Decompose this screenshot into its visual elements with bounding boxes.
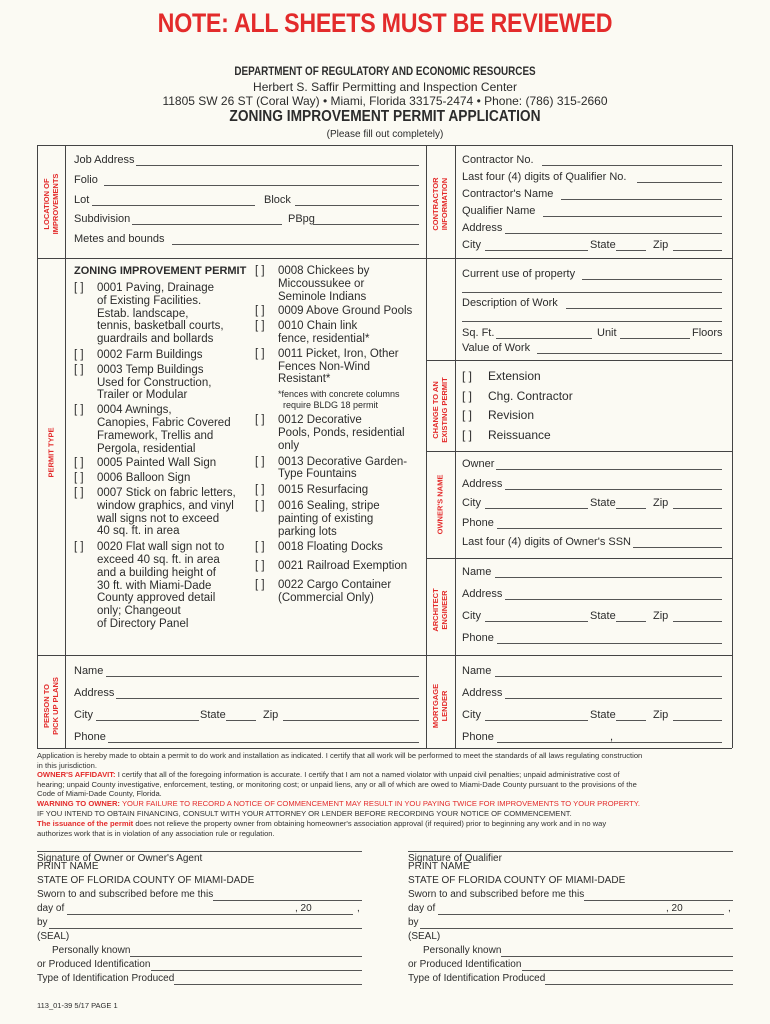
pbpg-field[interactable] (313, 224, 419, 225)
permit-option-line: parking lots (278, 525, 337, 538)
permit-checkbox[interactable]: [ ] (255, 578, 265, 591)
permit-option[interactable] (74, 541, 250, 631)
permit-checkbox[interactable]: [ ] (74, 363, 84, 376)
contractor-state-field[interactable] (616, 250, 646, 251)
signature-label: day of (408, 903, 436, 914)
permit-option-line: and a building height of (97, 566, 216, 579)
qualifier-last-four-field[interactable] (637, 182, 722, 183)
pickup-name-label: Name (74, 665, 104, 677)
change-option[interactable] (462, 369, 573, 389)
signature-label: (SEAL) (408, 931, 441, 942)
fence-note-2: require BLDG 18 permit (283, 400, 379, 411)
pickup-address-field[interactable] (116, 698, 419, 699)
form-title: ZONING IMPROVEMENT PERMIT APPLICATION (229, 108, 541, 125)
permit-checkbox[interactable]: [ ] (255, 320, 265, 333)
lender-state-field[interactable] (616, 720, 646, 721)
year-label: , 20 (666, 903, 683, 914)
signature-row (408, 915, 733, 929)
permit-option-line: Pools, Ponds, residential only (278, 426, 405, 452)
permit-option-line: Miccoussukee or (278, 277, 365, 290)
owner-label: Owner (462, 458, 495, 470)
pickup-zip-field[interactable] (283, 720, 419, 721)
change-option-label: Revision (488, 408, 535, 422)
architect-state-label: State (590, 610, 616, 622)
lender-phone-comma: , (610, 731, 614, 743)
unit-field[interactable] (620, 338, 690, 339)
permit-option[interactable] (74, 282, 250, 346)
grid-change-top (426, 360, 732, 361)
signature-row (408, 971, 733, 985)
change-checkbox[interactable]: [ ] (462, 427, 473, 442)
permit-option[interactable] (255, 484, 425, 497)
department-address: 11805 SW 26 ST (Coral Way) • Miami, Florida 33175-2474 • Phone: (786) 315-2660 (162, 94, 608, 108)
lender-phone-label: Phone (462, 731, 494, 743)
signature-label: Type of Identification Produced (37, 973, 175, 984)
owner-zip-field[interactable] (673, 508, 722, 509)
permit-option-line: tennis, basketball courts, (97, 320, 224, 333)
permit-option-label (97, 457, 216, 470)
contractor-no-field[interactable] (542, 165, 722, 166)
side-label-lender: MORTGAGE LENDER (431, 683, 449, 729)
grid-right (732, 145, 733, 748)
owners-affidavit: OWNER'S AFFIDAVIT: I certify that all of the foregoing information is accurate. I certify that I am not a named violator with unpaid civil penalties; unpaid administrative cost of (37, 770, 620, 779)
permit-option[interactable] (74, 349, 250, 362)
pickup-address-label: Address (74, 687, 115, 699)
permit-option-label (278, 456, 407, 482)
fence-note: *fences with concrete columns (278, 389, 400, 400)
owner-state-field[interactable] (616, 508, 646, 509)
contractor-name-label: Contractor's Name (462, 188, 554, 200)
owner-city-label: City (462, 497, 481, 509)
permit-option-line: exceed 40 sq. ft. in area (97, 553, 220, 566)
permit-checkbox[interactable]: [ ] (255, 560, 265, 573)
side-label-architect: ARCHITECT ENGINEER (431, 588, 449, 632)
permit-option-line: 0006 Balloon Sign (97, 472, 191, 485)
lender-zip-field[interactable] (673, 720, 722, 721)
change-option-label: Reissuance (488, 427, 551, 442)
architect-address-field[interactable] (505, 599, 722, 600)
permit-option[interactable] (255, 265, 425, 303)
change-option[interactable] (462, 389, 573, 409)
signature-label: (SEAL) (37, 931, 70, 942)
lender-address-field[interactable] (505, 698, 722, 699)
contractor-state-label: State (590, 239, 616, 251)
permit-option-line: fence, residential* (278, 332, 370, 345)
permit-option-line: (Commercial Only) (278, 591, 374, 604)
signature-row (408, 929, 733, 943)
permit-checkbox[interactable]: [ ] (74, 486, 84, 499)
signature-row (37, 845, 362, 864)
permit-option[interactable] (74, 364, 250, 402)
signature-row (408, 943, 733, 957)
qualifier-name-field[interactable] (543, 216, 722, 217)
permit-checkbox[interactable]: [ ] (74, 282, 84, 294)
permit-option-line: 0007 Stick on fabric letters, (97, 486, 236, 499)
folio-label: Folio (74, 174, 98, 186)
signature-label: Personally known (423, 945, 502, 956)
change-option[interactable] (462, 408, 573, 428)
permit-option-label (97, 404, 231, 455)
permit-option-label (278, 320, 369, 346)
grid-mid (426, 145, 427, 748)
signature-field[interactable] (174, 984, 362, 985)
year-comma: , (357, 903, 360, 914)
permit-option-line: 0004 Awnings, (97, 404, 172, 417)
permit-checkbox[interactable]: [ ] (255, 305, 265, 318)
permit-option-line: Type Fountains (278, 468, 357, 481)
sqft-field[interactable] (496, 338, 592, 339)
side-label-pickup: PERSON TO PICK UP PLANS (42, 677, 60, 735)
change-options (462, 369, 573, 447)
form-number-footer: 113_01-39 5/17 PAGE 1 (37, 1001, 118, 1010)
permit-option-label (278, 348, 399, 386)
qualifier-last-four-label: Last four (4) digits of Qualifier No. (462, 171, 627, 183)
pickup-name-field[interactable] (106, 676, 419, 677)
contractor-no-label: Contractor No. (462, 154, 534, 166)
lender-state-label: State (590, 709, 616, 721)
architect-name-field[interactable] (495, 577, 722, 578)
permit-option-line: Resistant* (278, 373, 331, 386)
permit-option-line: 0003 Temp Buildings (97, 363, 204, 376)
owner-state-label: State (590, 497, 616, 509)
lender-name-field[interactable] (495, 676, 722, 677)
owner-field[interactable] (496, 469, 722, 470)
pickup-phone-field[interactable] (108, 742, 419, 743)
owner-phone-field[interactable] (497, 528, 722, 529)
contractor-name-field[interactable] (561, 199, 722, 200)
permit-option[interactable] (255, 500, 425, 538)
job-address-label: Job Address (74, 154, 135, 166)
architect-city-label: City (462, 610, 481, 622)
floors-label: Floors (692, 327, 723, 339)
permit-checkbox[interactable]: [ ] (74, 457, 84, 470)
permit-option-line: 40 sq. ft. in area (97, 525, 180, 538)
description-field[interactable] (566, 308, 722, 309)
lender-city-label: City (462, 709, 481, 721)
architect-city-field[interactable] (485, 621, 588, 622)
unit-label: Unit (597, 327, 617, 339)
permit-option-line: of Existing Facilities. (97, 294, 202, 307)
architect-phone-field[interactable] (497, 643, 722, 644)
permit-heading: ZONING IMPROVEMENT PERMIT (74, 265, 247, 277)
signature-label: PRINT NAME (37, 861, 99, 872)
current-use-label: Current use of property (462, 268, 576, 280)
lot-field[interactable] (92, 205, 255, 206)
pickup-zip-label: Zip (263, 709, 279, 721)
grid-row3 (37, 655, 732, 656)
owner-zip-label: Zip (653, 497, 669, 509)
side-label-change: CHANGE TO AN EXISTING PERMIT (431, 377, 449, 443)
affidavit-line-2: hearing; unpaid County investigative, enforcement, testing, or monitoring cost; or unpaid liens, any or all of which are owed to Miami-Dade County pursuant to the provisions of the (37, 779, 637, 789)
signature-label: day of (37, 903, 65, 914)
metes-label: Metes and bounds (74, 233, 165, 245)
affidavit-line-3: Code of Miami-Dade County, Florida. (37, 789, 162, 798)
signature-label: Sworn to and subscribed before me this (37, 889, 214, 900)
architect-zip-label: Zip (653, 610, 669, 622)
contractor-city-label: City (462, 239, 481, 251)
signature-label: PRINT NAME (408, 861, 470, 872)
change-option[interactable] (462, 428, 573, 448)
signature-row (37, 957, 362, 971)
description-label: Description of Work (462, 297, 558, 309)
signature-row (408, 845, 733, 864)
side-label-permit-type: PERMIT TYPE (46, 427, 56, 478)
signature-row (408, 873, 733, 887)
change-checkbox[interactable]: [ ] (462, 369, 473, 383)
pickup-state-label: State (200, 709, 226, 721)
permit-checkbox[interactable]: [ ] (255, 265, 265, 277)
qualifier-name-label: Qualifier Name (462, 205, 536, 217)
side-label-owner: OWNER'S NAME (435, 474, 445, 535)
signature-label: or Produced Identification (37, 959, 151, 970)
signature-label: Sworn to and subscribed before me this (408, 889, 585, 900)
permit-checkbox[interactable]: [ ] (74, 472, 84, 485)
permit-option-line: 0009 Above Ground Pools (278, 305, 413, 318)
architect-zip-field[interactable] (673, 621, 722, 622)
permit-option[interactable] (255, 348, 425, 386)
contractor-zip-label: Zip (653, 239, 669, 251)
architect-address-label: Address (462, 588, 503, 600)
grid-architect-top (426, 558, 732, 559)
warning-to-owner: WARNING TO OWNER: YOUR FAILURE TO RECORD A NOTICE OF COMMENCEMENT MAY RESULT IN YOU PAYING TWICE FOR IMPROVEMENTS TO YOUR PROPERTY. (37, 799, 640, 808)
permit-checkbox[interactable]: [ ] (255, 347, 265, 360)
side-label-location: LOCATION OF IMPROVEMENTS (42, 173, 60, 235)
permit-checkbox[interactable]: [ ] (255, 541, 265, 554)
job-address-field[interactable] (136, 165, 419, 166)
year-comma: , (728, 903, 731, 914)
lender-zip-label: Zip (653, 709, 669, 721)
permit-checkbox[interactable]: [ ] (255, 414, 265, 427)
permit-checkbox[interactable]: [ ] (74, 541, 84, 554)
signature-row (37, 887, 362, 901)
permit-option-line: 0012 Decorative (278, 414, 362, 427)
architect-phone-label: Phone (462, 632, 494, 644)
permit-option-label (278, 305, 412, 318)
value-label: Value of Work (462, 342, 531, 354)
signature-row (37, 943, 362, 957)
permit-option-label (278, 560, 407, 573)
description-field-2[interactable] (462, 321, 722, 322)
signature-row (408, 859, 733, 873)
owner-address-label: Address (462, 478, 503, 490)
permit-option-line: of Directory Panel (97, 617, 189, 630)
signature-label: by (37, 917, 48, 928)
permit-option-line: 0021 Railroad Exemption (278, 560, 408, 573)
signature-row (408, 957, 733, 971)
permit-option[interactable] (255, 320, 425, 346)
permit-option-label (97, 364, 211, 402)
signature-label: STATE OF FLORIDA COUNTY OF MIAMI-DADE (408, 875, 626, 886)
change-option-label: Extension (488, 369, 541, 383)
folio-field[interactable] (104, 185, 419, 186)
permit-option-line: 0018 Floating Docks (278, 541, 383, 554)
change-checkbox[interactable]: [ ] (462, 408, 473, 422)
signature-label: Personally known (52, 945, 131, 956)
pickup-phone-label: Phone (74, 731, 106, 743)
permit-option-line: 0015 Resurfacing (278, 484, 369, 497)
permit-option-line: 0005 Painted Wall Sign (97, 457, 217, 470)
permit-option-line: 0013 Decorative Garden- (278, 455, 408, 468)
signature-row (37, 915, 362, 929)
pbpg-label: PBpg (288, 213, 315, 225)
permit-option-line: 0016 Sealing, stripe (278, 499, 380, 512)
signature-line[interactable] (408, 851, 733, 852)
center-name: Herbert S. Saffir Permitting and Inspection Center (253, 80, 517, 94)
permit-option-label (278, 414, 425, 452)
grid-left (37, 145, 38, 748)
form-instructions: (Please fill out completely) (326, 129, 444, 140)
signature-label: STATE OF FLORIDA COUNTY OF MIAMI-DADE (37, 875, 255, 886)
permit-option-label (97, 472, 190, 485)
change-option-label: Chg. Contractor (488, 388, 573, 403)
permit-option-line: Seminole Indians (278, 290, 367, 303)
architect-state-field[interactable] (616, 621, 646, 622)
permit-option[interactable] (255, 560, 425, 573)
permit-option-line: only; Changeout (97, 605, 181, 618)
department-name: DEPARTMENT OF REGULATORY AND ECONOMIC RESOURCES (234, 66, 536, 78)
permit-option-line: window graphics, and vinyl (97, 499, 234, 512)
permit-option-line: guardrails and bollards (97, 333, 214, 346)
permit-option-line: Framework, Trellis and (97, 429, 214, 442)
signature-row (408, 887, 733, 901)
signature-label: Signature of Qualifier (408, 853, 502, 864)
permit-option[interactable] (74, 404, 250, 455)
warning-line-2: IF YOU INTEND TO OBTAIN FINANCING, CONSULT WITH YOUR ATTORNEY OR LENDER BEFORE RECORDING YOUR NOTICE OF COMMENCEMENT. (37, 808, 572, 818)
permit-option-line: 0020 Flat wall sign not to (97, 541, 225, 554)
signature-label: by (408, 917, 419, 928)
permit-option-line: Used for Construction, (97, 376, 212, 389)
application-statement: Application is hereby made to obtain a permit to do work and installation as indicated. I certify that all work will be performed to meet the standards of all laws regulating construction (37, 751, 643, 760)
owner-city-field[interactable] (485, 508, 588, 509)
change-checkbox[interactable]: [ ] (462, 388, 473, 403)
current-use-field-2[interactable] (462, 292, 722, 293)
architect-name-label: Name (462, 566, 492, 578)
grid-owner-top (426, 451, 732, 452)
permit-list-left (74, 282, 250, 631)
permit-checkbox[interactable]: [ ] (255, 484, 265, 497)
permit-option-line: Trailer or Modular (97, 389, 188, 402)
permit-option[interactable] (255, 541, 425, 554)
contractor-city-field[interactable] (485, 250, 588, 251)
permit-option[interactable] (255, 579, 425, 605)
signature-row (37, 929, 362, 943)
signature-row (408, 901, 733, 915)
grid-row2 (37, 258, 732, 259)
permit-option-line: 0010 Chain link (278, 320, 358, 333)
permit-option-label (97, 541, 224, 631)
lender-name-label: Name (462, 665, 492, 677)
pickup-city-field[interactable] (96, 720, 199, 721)
owner-address-field[interactable] (505, 489, 722, 490)
signature-row (37, 873, 362, 887)
permit-option-line: Canopies, Fabric Covered (97, 416, 231, 429)
contractor-zip-field[interactable] (673, 250, 722, 251)
permit-option[interactable] (255, 414, 425, 452)
permit-option-line: Fences Non-Wind (278, 360, 371, 373)
owner-phone-label: Phone (462, 517, 494, 529)
signature-label: or Produced Identification (408, 959, 522, 970)
signature-label: Signature of Owner or Owner's Agent (37, 853, 203, 864)
review-note-title: NOTE: ALL SHEETS MUST BE REVIEWED (157, 8, 613, 38)
permit-option-label (278, 541, 383, 554)
owner-ssn-field[interactable] (633, 547, 722, 548)
permit-option-label (97, 487, 236, 538)
permit-option-line: 0011 Picket, Iron, Other (278, 347, 399, 360)
permit-checkbox[interactable]: [ ] (255, 455, 265, 468)
permit-option-label (97, 349, 202, 362)
permit-list-right (255, 265, 425, 605)
permit-option-label (278, 500, 380, 538)
subdivision-label: Subdivision (74, 213, 131, 225)
grid-bottom (37, 748, 732, 749)
permit-option-line: County approved detail (97, 592, 216, 605)
lender-city-field[interactable] (485, 720, 588, 721)
permit-checkbox[interactable]: [ ] (255, 499, 265, 512)
subdivision-field[interactable] (132, 224, 282, 225)
permit-option-label (278, 265, 369, 303)
pickup-city-label: City (74, 709, 93, 721)
permit-option-line: painting of existing (278, 512, 374, 525)
permit-option-line: 0008 Chickees by (278, 265, 370, 277)
permit-option-line: 30 ft. with Miami-Dade (97, 579, 212, 592)
permit-option-label (278, 579, 391, 605)
permit-option[interactable] (255, 305, 425, 318)
lot-label: Lot (74, 194, 90, 206)
contractor-address-field[interactable] (505, 233, 722, 234)
signature-row (37, 901, 362, 915)
permit-option[interactable] (255, 456, 425, 482)
sqft-label: Sq. Ft. (462, 327, 495, 339)
year-label: , 20 (295, 903, 312, 914)
permit-option[interactable] (74, 472, 250, 485)
contractor-address-label: Address (462, 222, 503, 234)
side-label-contractor: CONTRACTOR INFORMATION (431, 177, 449, 231)
metes-field[interactable] (172, 244, 419, 245)
permit-option-line: Estab. landscape, (97, 307, 189, 320)
owner-ssn-label: Last four (4) digits of Owner's SSN (462, 536, 631, 548)
permit-option-line: 0002 Farm Buildings (97, 348, 203, 361)
permit-checkbox[interactable]: [ ] (74, 404, 84, 417)
permit-option-line: 0001 Paving, Drainage (97, 282, 214, 294)
block-label: Block (264, 194, 291, 206)
signature-line[interactable] (37, 851, 362, 852)
permit-option-line: Pergola, residential (97, 442, 196, 455)
issuance-line-2: authorizes work that is in violation of any association rule or regulation. (37, 828, 275, 838)
permit-option[interactable] (74, 487, 250, 538)
lender-address-label: Address (462, 687, 503, 699)
permit-option-line: 0022 Cargo Container (278, 578, 392, 591)
current-use-field[interactable] (582, 279, 722, 280)
signature-field[interactable] (545, 984, 733, 985)
grid-top (37, 145, 732, 146)
block-field[interactable] (295, 205, 419, 206)
signature-row (37, 859, 362, 873)
issuance-notice: The issuance of the permit does not relieve the property owner from obtaining homeowner's association approval (if required) prior to beginning any work and in no way (37, 819, 607, 828)
signature-label: Type of Identification Produced (408, 973, 546, 984)
permit-option-label (278, 484, 368, 497)
application-statement-cont: in this jurisdiction. (37, 760, 97, 770)
value-field[interactable] (537, 353, 722, 354)
permit-checkbox[interactable]: [ ] (74, 348, 84, 361)
permit-option-line: wall signs not to exceed (97, 512, 220, 525)
signature-row (37, 971, 362, 985)
grid-mid-inner (455, 145, 456, 748)
grid-left-inner (65, 145, 66, 748)
pickup-state-field[interactable] (226, 720, 256, 721)
permit-option-label (97, 282, 224, 346)
permit-option[interactable] (74, 457, 250, 470)
